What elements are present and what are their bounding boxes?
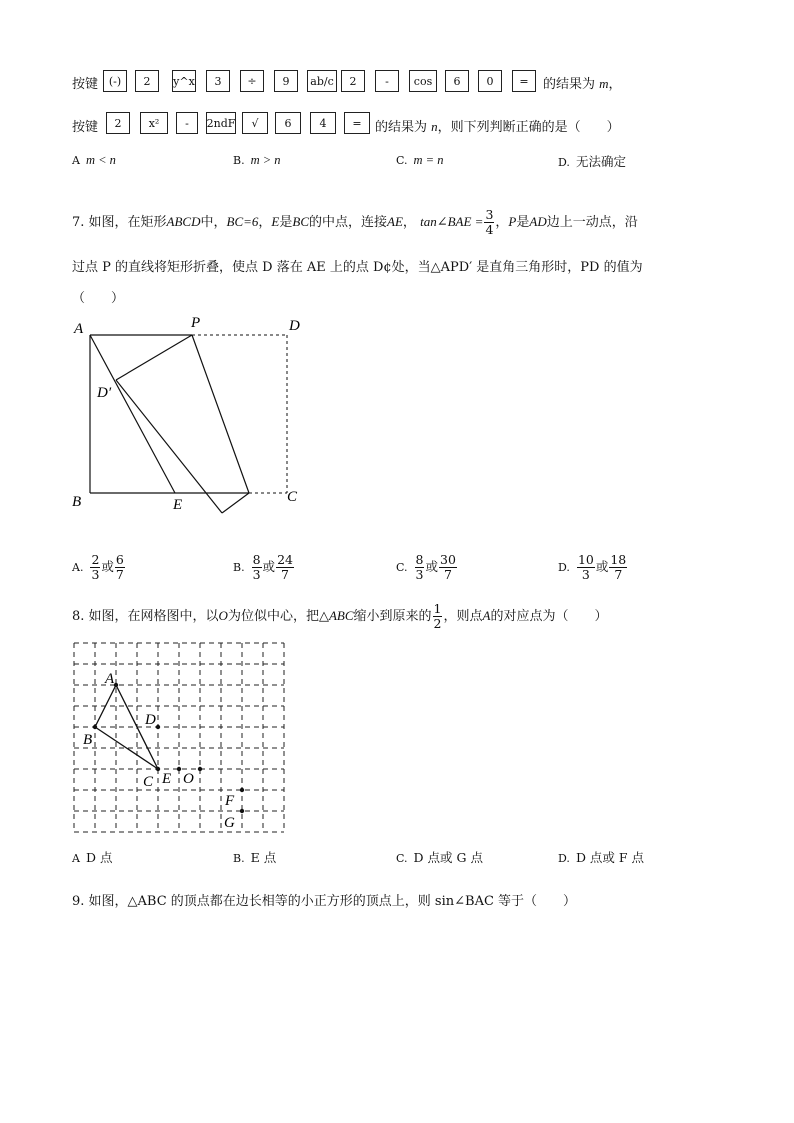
q8-label-a: A	[105, 671, 115, 687]
q6-row2-key-7[interactable]: =	[344, 112, 370, 134]
q8-label-g: G	[224, 815, 235, 831]
q8-grid-figure	[65, 636, 295, 836]
q8-point-g	[240, 809, 244, 813]
q7-option-d[interactable]: D. $\frac{10}{3}$ 或 $\frac{18}{7}$	[558, 552, 627, 582]
q6-row1-key-4[interactable]: ÷	[240, 70, 264, 92]
q8-label-b: B	[83, 732, 93, 748]
q6-row2-key-4[interactable]: √	[242, 112, 268, 134]
q6-row1-key-2[interactable]: y^x	[172, 70, 196, 92]
q7-stem-line3: （ ）	[72, 291, 125, 306]
q7-label-e: E	[173, 497, 183, 513]
q7-segment-fold-line	[192, 335, 249, 493]
q6-row1-key-8[interactable]: -	[375, 70, 399, 92]
q7-segment-pdp	[116, 335, 192, 380]
q7-stem-line2: 过点 P 的直线将矩形折叠，使点 D 落在 AE 上的点 D¢处，当△APD′ 是直角三角形时，PD 的值为	[72, 260, 643, 275]
q6-option-d[interactable]: D. 无法确定	[558, 154, 626, 169]
q6-row2-key-3[interactable]: 2ndF	[206, 112, 236, 134]
q6-row1-key-9[interactable]: cos	[409, 70, 437, 92]
q6-option-b[interactable]: B. m > n	[233, 153, 281, 167]
q8-point-b	[93, 725, 97, 729]
q6-row1-key-3[interactable]: 3	[206, 70, 230, 92]
q8-option-d[interactable]: D. D 点或 F 点	[558, 850, 645, 865]
q7-segment-folded-2	[222, 493, 249, 513]
q7-figure	[60, 310, 320, 525]
q6-line1-prefix: 按键	[72, 77, 99, 92]
q6-row2-key-5[interactable]: 6	[275, 112, 301, 134]
q6-line2-suffix: 的结果为 n，则下列判断正确的是（ ）	[375, 119, 620, 135]
q6-row1-key-10[interactable]: 6	[445, 70, 469, 92]
q8-option-b[interactable]: B. E 点	[233, 850, 277, 865]
q8-point-c	[156, 767, 160, 771]
q8-stem: 8. 如图，在网格图中，以O为位似中心，把△ABC缩小到原来的 $\frac{1}{2}$ ，则点A的对应点为（ ）	[72, 601, 608, 631]
q8-label-c: C	[143, 774, 154, 790]
q7-option-c[interactable]: C. $\frac{8}{3}$ 或 $\frac{30}{7}$	[396, 552, 456, 582]
q6-row1-key-0[interactable]: (-)	[103, 70, 127, 92]
q6-row1-key-5[interactable]: 9	[274, 70, 298, 92]
q8-point-a	[114, 683, 118, 687]
q7-label-c: C	[287, 489, 298, 505]
q7-label-b: B	[72, 494, 82, 510]
q6-row2-key-2[interactable]: -	[176, 112, 198, 134]
q7-label-p: P	[191, 315, 201, 331]
q6-line1-suffix: 的结果为 m，	[543, 76, 622, 92]
q6-row1-key-6[interactable]: ab/c	[307, 70, 337, 92]
q8-label-o: O	[183, 771, 194, 787]
q7-option-b[interactable]: B. $\frac{8}{3}$ 或 $\frac{24}{7}$	[233, 552, 293, 582]
q6-row1-key-11[interactable]: 0	[478, 70, 502, 92]
q7-label-a: A	[74, 321, 84, 337]
q8-point-d	[156, 725, 160, 729]
q8-label-d: D	[145, 712, 156, 728]
q6-line2-prefix: 按键	[72, 120, 99, 135]
q8-option-c[interactable]: C. D 点或 G 点	[396, 850, 483, 865]
q8-point-f	[240, 788, 244, 792]
q6-row2-key-1[interactable]: x²	[140, 112, 168, 134]
q6-row1-key-1[interactable]: 2	[135, 70, 159, 92]
q8-label-f: F	[225, 793, 235, 809]
q7-segment-ae	[90, 335, 175, 493]
q7-option-a[interactable]: A. $\frac{2}{3}$ 或 $\frac{6}{7}$	[72, 552, 124, 582]
q7-label-dprime: D′	[97, 385, 112, 401]
q6-row2-key-6[interactable]: 4	[310, 112, 336, 134]
q6-row1-key-12[interactable]: =	[512, 70, 536, 92]
q6-option-c[interactable]: C. m = n	[396, 153, 444, 167]
q8-point-o	[198, 767, 202, 771]
q7-stem-line1: 7. 如图，在矩形ABCD中，BC=6，E是BC的中点，连接AE， tan∠BAE = $\frac{3}{4}$ ，P是AD边上一动点，沿	[72, 207, 638, 237]
q6-option-a[interactable]: A m < n	[72, 153, 116, 167]
q8-label-e: E	[162, 771, 172, 787]
q9-stem: 9. 如图，△ABC 的顶点都在边长相等的小正方形的顶点上，则 sin∠BAC 等于（ ）	[72, 894, 577, 909]
q8-option-a[interactable]: A D 点	[72, 850, 113, 865]
q6-row1-key-7[interactable]: 2	[341, 70, 365, 92]
q7-label-d: D	[289, 318, 300, 334]
q6-row2-key-0[interactable]: 2	[106, 112, 130, 134]
q8-point-e	[177, 767, 181, 771]
